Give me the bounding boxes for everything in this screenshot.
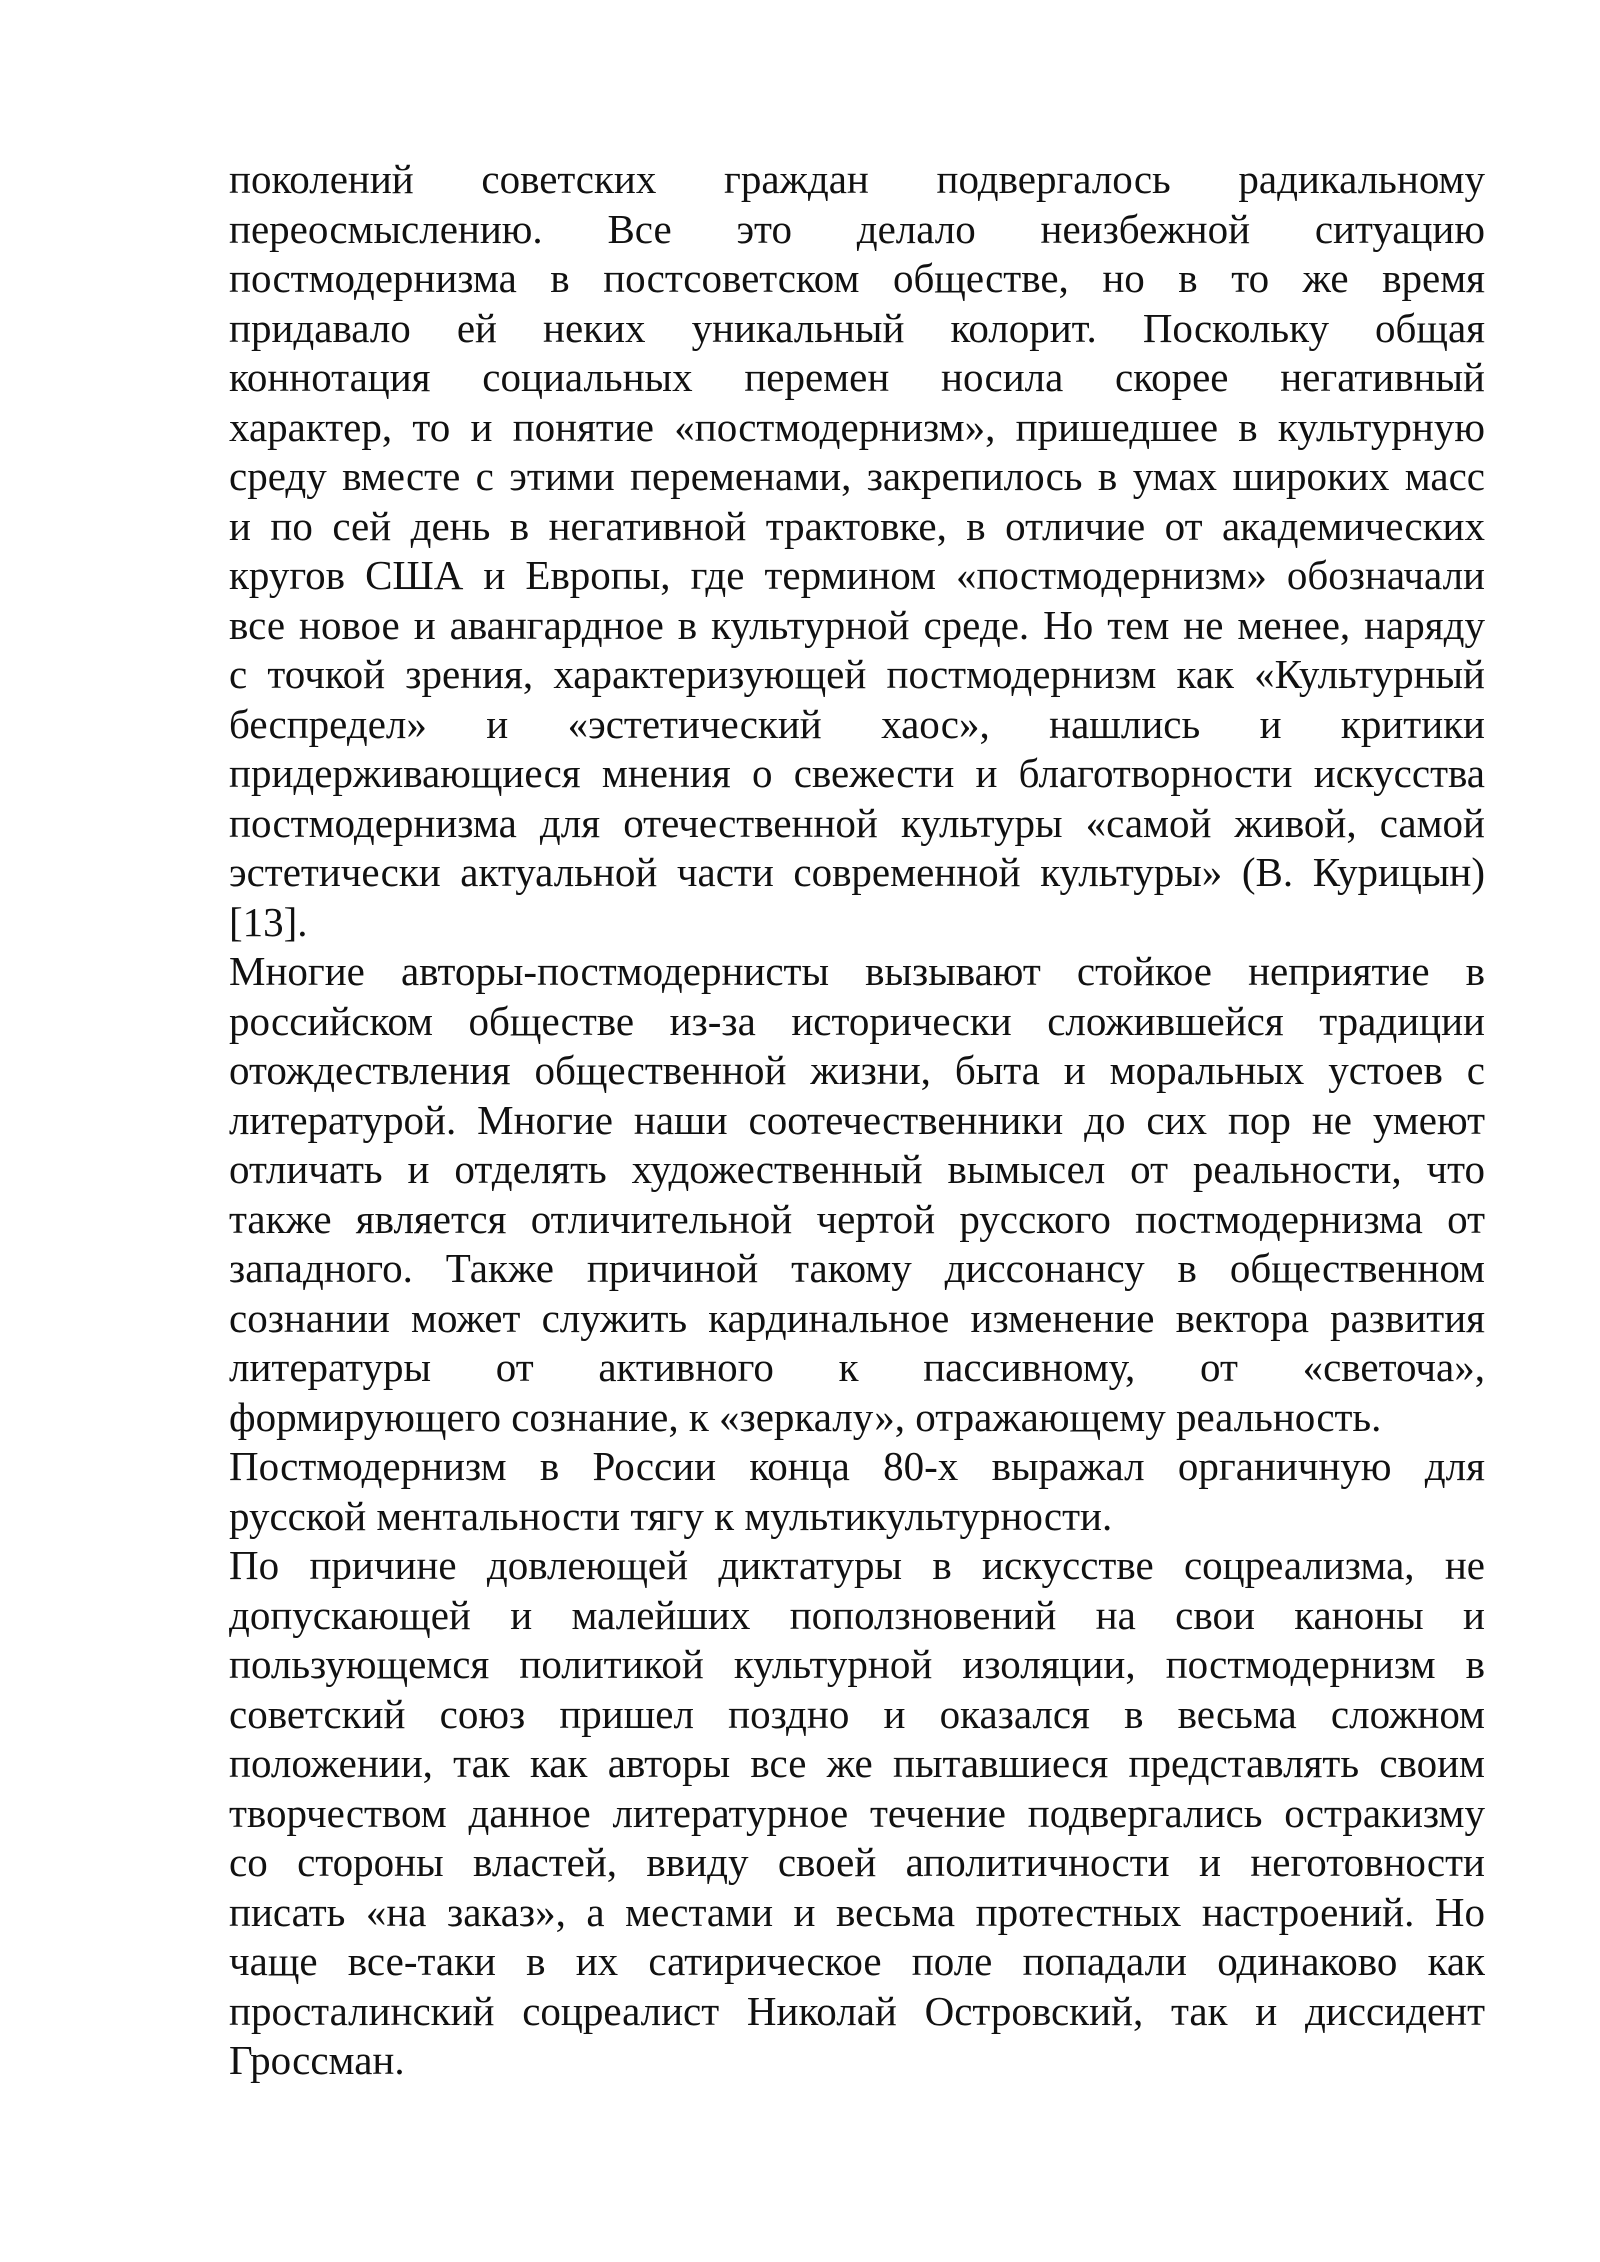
text-line: все новое и авангардное в культурной среде. Но тем не менее, наряду xyxy=(229,601,1485,648)
text-line: российском обществе из-за исторически сложившейся традиции xyxy=(229,997,1485,1044)
text-line: советский союз пришел поздно и оказался в весьма сложном xyxy=(229,1690,1485,1737)
text-line: коннотация социальных перемен носила скорее негативный xyxy=(229,354,1485,400)
text-line: также является отличительной чертой русского постмодернизма от xyxy=(229,1195,1485,1242)
text-line: чаще все-таки в их сатирическое поле попадали одинаково как xyxy=(229,1938,1485,1984)
text-line: литературой. Многие наши соотечественники до сих пор не умеют xyxy=(229,1096,1485,1143)
text-line: переосмыслению. Все это делало неизбежной ситуацию xyxy=(229,205,1485,252)
text-line: эстетически актуальной части современной культуры» (В. Курицын) xyxy=(229,849,1485,895)
paragraph xyxy=(229,155,1485,947)
text-line: и по сей день в негативной трактовке, в отличие от академических xyxy=(229,502,1485,549)
text-line: русской ментальности тягу к мультикультурности. xyxy=(229,1492,1113,1539)
paragraph xyxy=(229,1442,1485,1541)
text-line: положении, так как авторы все же пытавшиеся представлять своим xyxy=(229,1740,1485,1786)
text-line: кругов США и Европы, где термином «постмодернизм» обозначали xyxy=(229,552,1485,598)
text-line: Многие авторы-постмодернисты вызывают стойкое неприятие в xyxy=(229,948,1485,994)
text-line: поколений советских граждан подвергалось радикальному xyxy=(229,156,1485,202)
text-line: писать «на заказ», а местами и весьма протестных настроений. Но xyxy=(229,1888,1485,1935)
text-line: придерживающиеся мнения о свежести и благотворности искусства xyxy=(229,750,1485,796)
text-line: среду вместе с этими переменами, закрепилось в умах широких масс xyxy=(229,453,1485,499)
text-line: пользующемся политикой культурной изоляции, постмодернизм в xyxy=(229,1641,1485,1687)
text-line: постмодернизма в постсоветском обществе, но в то же время xyxy=(229,255,1485,301)
text-line: с точкой зрения, характеризующей постмодернизм как «Культурный xyxy=(229,651,1485,697)
text-line: со стороны властей, ввиду своей аполитичности и неготовности xyxy=(229,1839,1485,1885)
text-line: Гроссман. xyxy=(229,2037,405,2083)
text-line: отличать и отделять художественный вымысел от реальности, что xyxy=(229,1146,1485,1192)
paragraph xyxy=(229,947,1485,1442)
text-line: придавало ей неких уникальный колорит. Поскольку общая xyxy=(229,304,1485,351)
text-line: Постмодернизм в России конца 80-х выражал органичную для xyxy=(229,1443,1485,1489)
document-page xyxy=(229,155,1485,2086)
text-line: [13]. xyxy=(229,898,308,945)
text-line: характер, то и понятие «постмодернизм», пришедшее в культурную xyxy=(229,403,1485,450)
text-line: литературы от активного к пассивному, от «светоча», xyxy=(229,1344,1485,1390)
body-text xyxy=(229,155,1485,2086)
text-line: отождествления общественной жизни, быта и моральных устоев с xyxy=(229,1047,1485,1093)
text-line: беспредел» и «эстетический хаос», нашлись и критики xyxy=(229,700,1485,747)
text-line: допускающей и малейших поползновений на свои каноны и xyxy=(229,1591,1485,1638)
text-line: По причине довлеющей диктатуры в искусстве соцреализма, не xyxy=(229,1542,1485,1588)
paragraph xyxy=(229,1541,1485,2086)
text-line: сознании может служить кардинальное изменение вектора развития xyxy=(229,1294,1485,1341)
text-line: творчеством данное литературное течение подвергались остракизму xyxy=(229,1789,1485,1836)
text-line: просталинский соцреалист Николай Островский, так и диссидент xyxy=(229,1987,1485,2034)
text-line: формирующего сознание, к «зеркалу», отражающему реальность. xyxy=(229,1393,1382,1440)
text-line: постмодернизма для отечественной культуры «самой живой, самой xyxy=(229,799,1485,846)
text-line: западного. Также причиной такому диссонансу в общественном xyxy=(229,1245,1485,1291)
